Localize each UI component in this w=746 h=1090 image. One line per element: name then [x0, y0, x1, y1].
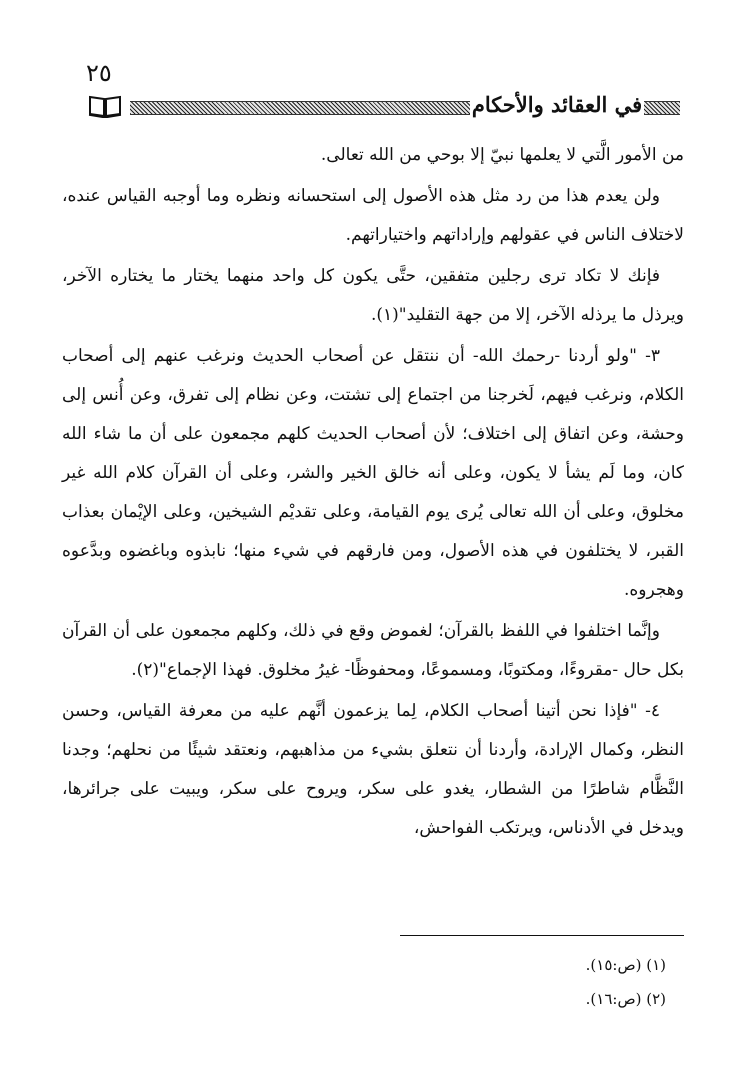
footnotes [266, 948, 666, 1016]
header-ornament-bar [130, 101, 470, 115]
paragraph: من الأمور الَّتي لا يعلمها نبيّ إلا بوحي من الله تعالى. [320, 145, 684, 165]
running-header [88, 88, 680, 122]
footnote: (٢) (ص:١٦). [585, 990, 666, 1008]
paragraph: ولن يعدم هذا من رد مثل هذه الأصول إلى استحسانه ونظره وما أوجبه القياس عنده، لاختلاف الناس في عقولهم وإراداتهم واختياراتهم. [62, 186, 684, 245]
footnote-divider [400, 935, 684, 936]
paragraph: وإنَّما اختلفوا في اللفظ بالقرآن؛ لغموض وقع في ذلك، وكلهم مجمعون على أن القرآن بكل حال -مقروءًا، ومكتوبًا، ومسموعًا، ومحفوظًا- غيرُ مخلوق. فهذا الإجماع"(٢). [62, 621, 684, 680]
paragraph: ٤- "فإذا نحن أتينا أصحاب الكلام، لِما يزعمون أنَّهم عليه من معرفة القياس، وحسن النظر، وكمال الإرادة، وأردنا أن نتعلق بشيء من مذاهبهم، ونعتقد شيئًا من نحلهم؛ وجدنا النَّظَّام شاطرًا من الشطار، يغدو على سكر، ويروح على سكر، ويبيت على جرائرها، ويدخل في الأدناس، ويرتكب الفواحش، [62, 701, 684, 838]
open-book-icon [88, 94, 122, 118]
header-ornament-bar [644, 101, 680, 115]
body-text [62, 136, 684, 850]
header-title: في العقائد والأحكام [471, 92, 643, 117]
paragraph: فإنك لا تكاد ترى رجلين متفقين، حتَّى يكون كل واحد منهما يختار ما يختاره الآخر، ويرذل ما يرذله الآخر، إلا من جهة التقليد"(١). [62, 266, 684, 325]
paragraph: ٣- "ولو أردنا -رحمك الله- أن ننتقل عن أصحاب الحديث ونرغب عنهم إلى أصحاب الكلام، ونرغب فيهم، لَخرجنا من اجتماع إلى تشتت، وعن نظام إلى تفرق، وعن أُنس إلى وحشة، وعن اتفاق إلى اختلاف؛ لأن أصحاب الحديث كلهم مجمعون على أن ما شاء الله كان، وما لَم يشأ لا يكون، وعلى أنه خالق الخير والشر، وعلى أن القرآن كلام الله غير مخلوق، وعلى أن الله تعالى يُرى يوم القيامة، وعلى تقديْم الشيخين، وعلى الإيْمان بعذاب القبر، لا يختلفون في هذه الأصول، ومن فارقهم في شيء منها؛ نابذوه وباغضوه وبدَّعوه وهجروه. [62, 346, 684, 600]
footnote: (١) (ص:١٥). [585, 956, 666, 974]
page-number: ٢٥ [86, 59, 112, 87]
